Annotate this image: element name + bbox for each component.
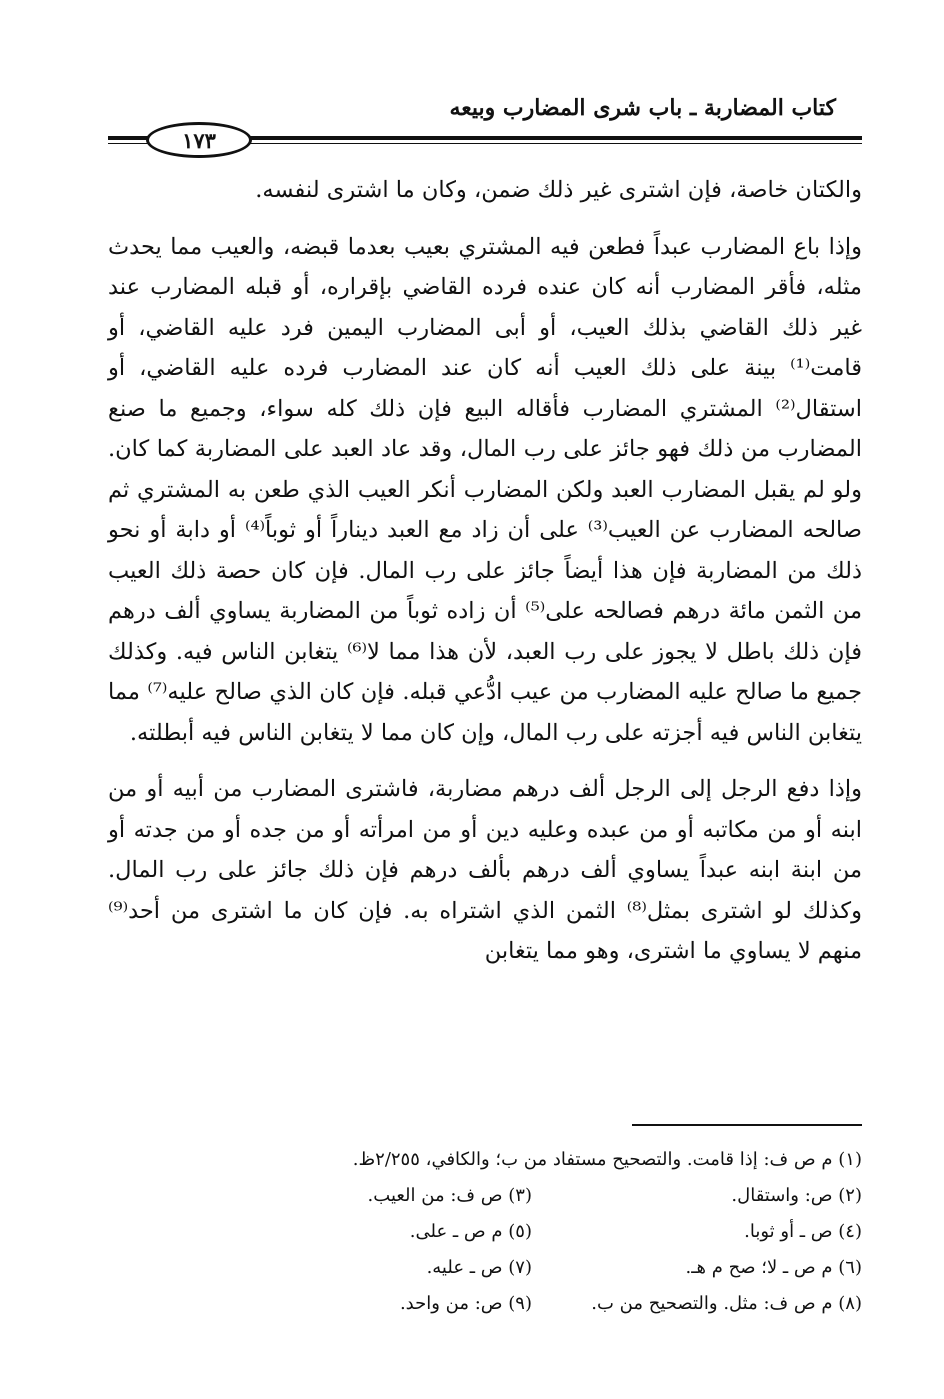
footnote: (١) م ص ف: إذا قامت. والتصحيح مستفاد من ب؛ والكافي، ٢/٢٥٥ظ. <box>352 1149 862 1170</box>
footnote-row <box>202 1214 862 1250</box>
footnote-row <box>202 1286 862 1322</box>
running-header-title: كتاب المضاربة ـ باب شرى المضارب وبيعه <box>449 95 836 121</box>
footnote: (٦) م ص ـ لا؛ صح م هـ. <box>685 1257 862 1278</box>
paragraph: والكتان خاصة، فإن اشترى غير ذلك ضمن، وكان ما اشترى لنفسه. <box>255 177 862 203</box>
footnote: (٧) ص ـ عليه. <box>426 1257 532 1278</box>
footnote: (٩) ص: من واحد. <box>399 1293 532 1314</box>
main-text <box>108 170 862 972</box>
page-number-badge <box>146 122 252 158</box>
paragraph: وإذا باع المضارب عبداً فطعن فيه المشتري بعيب بعدما قبضه، والعيب مما يحدث مثله، فأقر المضارب أنه كان عنده فرده القاضي بإقراره، أو قبله المضارب عند غير ذلك القاضي بذلك العيب، أو أبى المضارب اليمين فرد عليه القاضي، أو قامت⁽¹⁾ بينة على ذلك العيب أنه كان عند المضارب فرده عليه القاضي، أو استقال⁽²⁾ المشتري المضارب فأقاله البيع فإن ذلك كله سواء، وجميع ما صنع المضارب من ذلك فهو جائز على رب المال، وقد عاد العبد على المضاربة كما كان. ولو لم يقبل المضارب العبد ولكن المضارب أنكر العيب الذي طعن به المشتري ثم صالحه المضارب عن العيب⁽³⁾ على أن زاد مع العبد ديناراً أو ثوباً⁽⁴⁾ أو دابة أو نحو ذلك من المضاربة فإن هذا أيضاً جائز على رب المال. فإن كان حصة ذلك العيب من الثمن مائة درهم فصالحه على⁽⁵⁾ أن زاده ثوباً من المضاربة يساوي ألف درهم فإن ذلك باطل لا يجوز على رب العبد، لأن هذا مما لا⁽⁶⁾ يتغابن الناس فيه. وكذلك جميع ما صالح عليه المضارب من عيب ادُّعي قبله. فإن كان الذي صالح عليه⁽⁷⁾ مما يتغابن الناس فيه أجزته على رب المال، وإن كان مما لا يتغابن الناس فيه أبطلته. <box>108 233 863 746</box>
footnote-row <box>202 1178 862 1214</box>
page-number: ١٧٣ <box>182 127 216 153</box>
footnote: (٣) ص ف: من العيب. <box>367 1185 532 1206</box>
footnote: (٢) ص: واستقال. <box>731 1185 862 1206</box>
footnote: (٨) م ص ف: مثل. والتصحيح من ب. <box>591 1293 862 1314</box>
header-rule <box>108 118 862 162</box>
footnote: (٥) م ص ـ على. <box>409 1221 532 1242</box>
paragraph: وإذا دفع الرجل إلى الرجل ألف درهم مضاربة، فاشترى المضارب من أبيه أو من ابنه أو من مكاتبه أو من عبده وعليه دين أو من امرأته أو من جده أو من جدته أو من ابنة ابنه عبداً يساوي ألف درهم بألف درهم فإن ذلك جائز على رب المال. وكذلك لو اشترى بمثل⁽⁸⁾ الثمن الذي اشتراه به. فإن كان ما اشترى من أحد⁽⁹⁾ منهم لا يساوي ما اشترى، وهو مما يتغابن <box>108 776 862 964</box>
footnote-row <box>202 1250 862 1286</box>
footnote-separator <box>632 1124 862 1126</box>
footnotes <box>202 1142 862 1322</box>
footnote: (٤) ص ـ أو ثوبا. <box>744 1221 862 1242</box>
